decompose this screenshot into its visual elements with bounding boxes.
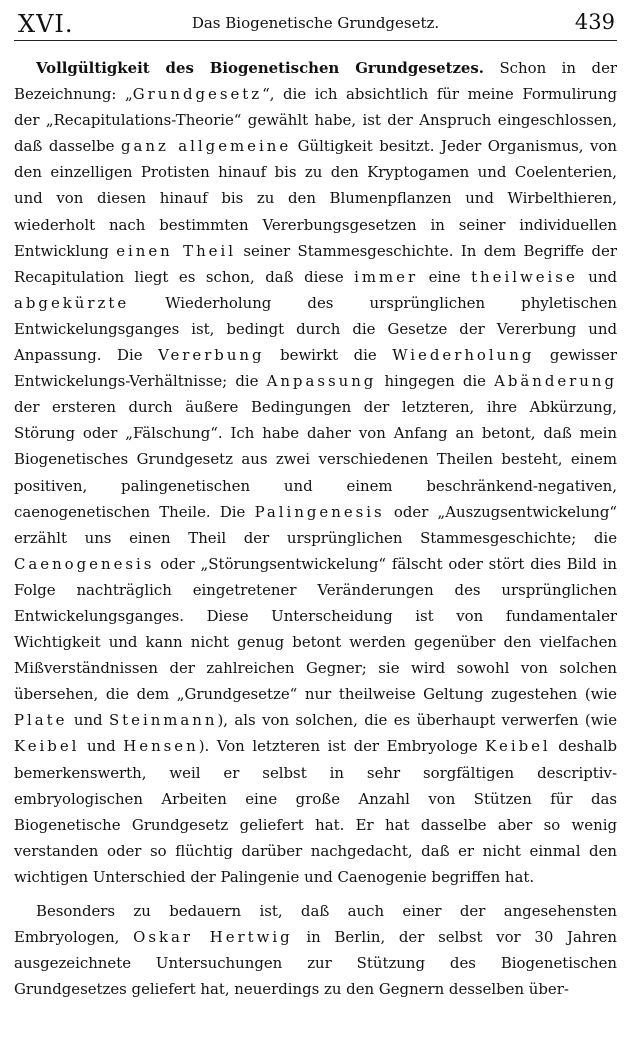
text-run: gewisser Entwickelungs-Verhältnisse; die (14, 346, 617, 391)
page-header (14, 6, 617, 41)
text-run: oder „Störungsentwickelung“ fälscht oder stört dies Bild in Folge nachträglich eingetretener Veränderungen des ursprünglichen Entwickelungsganges. Diese Unterscheidung ist von fundamentaler Wichtigkeit und kann nicht genug betont werden gegenüber den vielfachen Mißverständnissen der zahlreichen Gegner; sie wird sowohl von solchen übersehen, die dem „Grundgesetze“ nur theilweise Geltung zugestehen (wie (14, 554, 617, 704)
emphasized-text: theilweise (471, 267, 578, 286)
text-run: Schon in der Bezeichnung: „ (14, 59, 617, 104)
emphasized-text: immer (354, 267, 419, 286)
emphasized-text: Caenogenesis (14, 554, 155, 573)
text-run: Gültigkeit besitzt. Jeder Organismus, von den einzelligen Protisten hinauf bis zu den Kryptogamen und Coelenterien, und von diesen hinauf bis zu den Blumenpflanzen und Wirbelthieren, wiederholt nach bestimmten Vererbungsgesetzen in seiner individuellen Entwicklung (14, 137, 617, 260)
emphasized-text: Plate (14, 711, 68, 730)
text-run: und (577, 267, 617, 286)
page-body (14, 55, 617, 1002)
page-number: 439 (574, 10, 615, 34)
emphasized-text: Vererbung (158, 346, 265, 365)
text-run: bewirkt die (264, 346, 393, 365)
section-heading: Vollgültigkeit des Biogenetischen Grundgesetzes. (36, 59, 484, 77)
text-run: seiner Stammesgeschichte. In dem Begriffe der Recapitulation liegt es schon, daß diese (14, 241, 617, 286)
text-run: Besonders zu bedauern ist, daß auch einer der angesehensten Embryologen, (14, 902, 617, 947)
emphasized-text: Anpassung (266, 372, 377, 391)
emphasized-text: ganz allgemeine (120, 137, 292, 156)
text-run: deshalb bemerkenswerth, weil er selbst in sehr sorgfältigen descriptiv-embryologischen Arbeiten eine große Anzahl von Stützen für das Biogenetische Grundgesetz geliefert hat. Er hat dasselbe aber so wenig verstanden oder so flüchtig darüber nachgedacht, daß er nicht einmal den wichtigen Unterschied der Palingenie und Caenogenie begriffen hat. (14, 737, 618, 886)
text-run: in Berlin, der selbst vor 30 Jahren ausgezeichnete Untersuchungen zur Stützung des Biogenetischen Grundgesetzes geliefert hat, neuerdings zu den Gegnern desselben über- (14, 928, 617, 999)
paragraph-1 (14, 55, 617, 890)
emphasized-text: abgekürzte (14, 293, 130, 312)
emphasized-text: Keibel (14, 737, 80, 756)
emphasized-text: Keibel (485, 737, 551, 756)
text-run: “, die ich absichtlich für meine Formulirung der „Recapitulations-Theorie“ gewählt habe, ist der Anspruch eingeschlossen, daß dasselbe (14, 85, 618, 156)
text-run: Wiederholung des ursprünglichen phyletischen Entwickelungsganges ist, bedingt durch die Gesetze der Vererbung und Anpassung. Die (14, 293, 617, 365)
emphasized-text: Steinmann (108, 711, 218, 730)
text-run: und (79, 737, 124, 756)
text-run: ), als von solchen, die es überhaupt verwerfen (wie (217, 711, 618, 730)
paragraph-2 (14, 898, 617, 1002)
text-run: ). Von letzteren ist der Embryologe (198, 737, 486, 756)
emphasized-text: Grundgesetz (132, 85, 263, 104)
text-run: hingegen die (376, 372, 495, 391)
emphasized-text: Oskar Hertwig (133, 928, 293, 947)
emphasized-text: Palingenesis (254, 502, 385, 521)
emphasized-text: Hensen (123, 737, 199, 756)
emphasized-text: einen Theil (116, 241, 237, 260)
emphasized-text: Wiederholung (392, 346, 535, 365)
chapter-number: XVI. (18, 10, 74, 38)
emphasized-text: Abänderung (494, 372, 618, 391)
running-title: Das Biogenetische Grundgesetz. (191, 14, 440, 32)
text-run: und (67, 711, 109, 730)
text-run: eine (418, 267, 472, 286)
text-run: oder „Auszugsentwickelung“ erzählt uns einen Theil der ursprünglichen Stammesgeschichte; die (14, 502, 617, 547)
text-run: der ersteren durch äußere Bedingungen der letzteren, ihre Abkürzung, Störung oder „Fälschung“. Ich habe daher von Anfang an betont, daß mein Biogenetisches Grundgesetz aus zwei verschiedenen Theilen besteht, einem positiven, palingenetischen und einem beschränkend-negativen, caenogenetischen Theile. Die (14, 398, 617, 521)
